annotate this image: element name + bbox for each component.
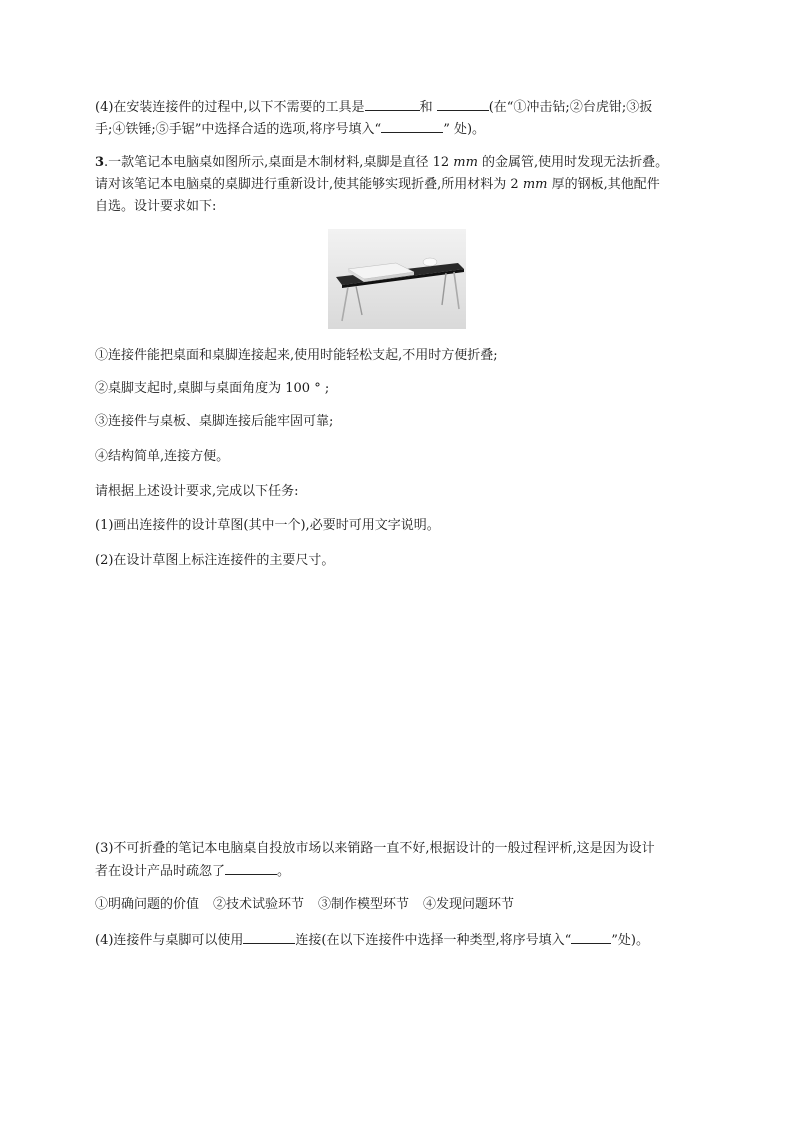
option-3: ③制作模型环节 <box>318 897 410 912</box>
q3-intro-line3: 自选。设计要求如下: <box>95 199 217 214</box>
laptop-desk-photo <box>328 229 466 329</box>
option-2: ②技术试验环节 <box>213 897 305 912</box>
requirement-3: ③连接件与桌板、桌脚连接后能牢固可靠; <box>95 414 334 429</box>
option-1: ①明确问题的价值 <box>95 897 200 912</box>
task-4: (4)连接件与桌脚可以使用 连接(在以下连接件中选择一种类型,将序号填入“ ”处)。 <box>95 929 705 952</box>
prev-q4-line1: (4)在安装连接件的过程中,以下不需要的工具是 和 (在“①冲击钻;②台虎钳;③扳 <box>95 96 705 119</box>
requirement-4: ④结构简单,连接方便。 <box>95 449 230 464</box>
task-2: (2)在设计草图上标注连接件的主要尺寸。 <box>95 553 335 568</box>
requirement-2: ②桌脚支起时,桌脚与桌面角度为 100 ° ; <box>95 381 330 396</box>
task-3-options <box>95 894 705 916</box>
task-1: (1)画出连接件的设计草图(其中一个),必要时可用文字说明。 <box>95 518 440 533</box>
requirement-1: ①连接件能把桌面和桌脚连接起来,使用时能轻松支起,不用时方便折叠; <box>95 348 498 363</box>
task-intro: 请根据上述设计要求,完成以下任务: <box>95 484 299 499</box>
answer-blank[interactable] <box>381 118 443 133</box>
answer-blank[interactable] <box>225 860 277 875</box>
prev-q4-line2: 手;④铁锤;⑤手锯”中选择合适的选项,将序号填入“ ” 处)。 <box>95 118 705 141</box>
answer-blank[interactable] <box>243 929 295 944</box>
answer-blank[interactable] <box>437 96 489 111</box>
option-4: ④发现问题环节 <box>423 897 515 912</box>
question-number: 3 <box>95 155 105 170</box>
q3-intro-line2: 请对该笔记本电脑桌的桌脚进行重新设计,使其能够实现折叠,所用材料为 2 mm 厚的钢板,其他配件 <box>95 177 660 192</box>
answer-blank[interactable] <box>365 96 420 111</box>
sketch-area[interactable] <box>95 580 705 830</box>
task-3-line1: (3)不可折叠的笔记本电脑桌自投放市场以来销路一直不好,根据设计的一般过程评析,这是因为设计 <box>95 841 655 856</box>
answer-blank[interactable] <box>571 929 611 944</box>
task-3-line2: 者在设计产品时疏忽了 。 <box>95 860 705 883</box>
q3-intro-line1: 3.一款笔记本电脑桌如图所示,桌面是木制材料,桌脚是直径 12 mm 的金属管,使用时发现无法折叠。 <box>95 155 669 170</box>
